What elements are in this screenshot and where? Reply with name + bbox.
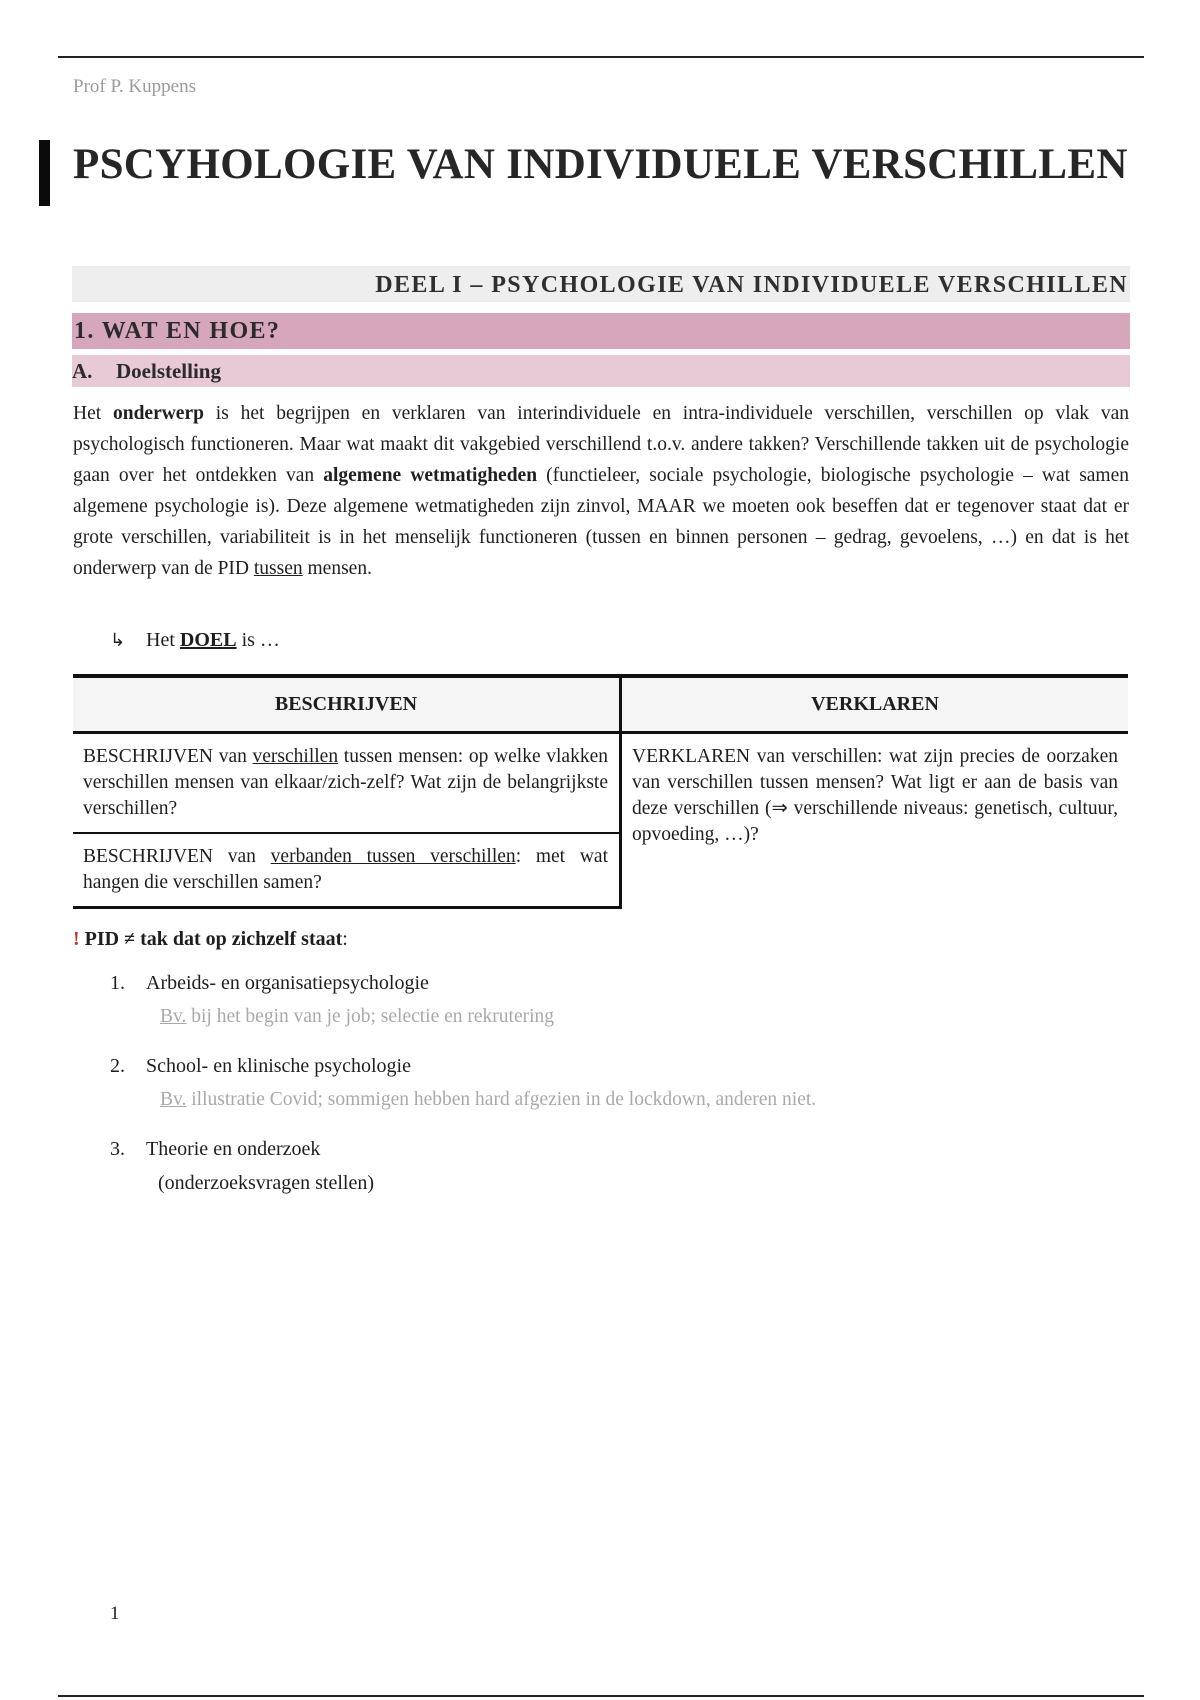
table-cell-beschrijven-1 (73, 733, 621, 834)
pid-note (73, 928, 348, 951)
text-run: : (342, 928, 348, 950)
text-run: (functieleer, sociale psychologie, biologische psychologie – wat samen algemene psychologie is). Deze algemene wetmatigheden zijn zinvol, MAAR we moeten ook beseffen dat er tegenover staat dat er grote verschillen, variabiliteit is in het menselijk functioneren (tussen en binnen personen – gedrag, gevoelens, …) en dat is het onderwerp van de PID (73, 465, 1130, 579)
underlined-verschillen: verschillen (252, 746, 339, 767)
table-cell-verklaren (621, 733, 1129, 908)
text-run: Het (73, 403, 113, 424)
bv-label: Bv. (160, 1089, 187, 1110)
table-cell-beschrijven-2 (73, 833, 621, 908)
text-run: Het (146, 629, 180, 651)
bold-onderwerp: onderwerp (112, 403, 204, 424)
text-run: bij het begin van je job; selectie en rekrutering (186, 1006, 555, 1027)
table-header-beschrijven: BESCHRIJVEN (73, 676, 621, 733)
table-header-verklaren: VERKLAREN (621, 676, 1129, 733)
text-run: BESCHRIJVEN van (83, 746, 253, 767)
doel-line (110, 629, 280, 652)
subsection-label: Doelstelling (116, 359, 221, 383)
list-sub-text: (onderzoeksvragen stellen) (158, 1172, 375, 1194)
list-number: 1. (110, 972, 125, 994)
underlined-verbanden: verbanden tussen verschillen (270, 846, 516, 867)
text-run: VERKLAREN van verschillen: wat zijn precies de oorzaken van verschillen tussen mensen? Wat ligt er aan de basis van deze verschillen (⇒ verschillende niveaus: genetisch, cultuur, opvoeding, …)? (632, 746, 1118, 845)
list-label: School- en klinische psychologie (146, 1055, 411, 1077)
bold-wetmatigheden: algemene wetmatigheden (323, 465, 538, 486)
list-number: 3. (110, 1138, 125, 1160)
text-run: illustratie Covid; sommigen hebben hard afgezien in de lockdown, anderen niet. (186, 1089, 817, 1110)
bottom-rule (58, 1695, 1144, 1697)
section-heading: 1. WAT EN HOE? (72, 313, 1130, 349)
page-number: 1 (110, 1603, 120, 1624)
list-number: 2. (110, 1055, 125, 1077)
text-run: is … (236, 629, 280, 651)
subsection-heading (72, 355, 1130, 387)
return-arrow-icon: ↳ (110, 630, 126, 651)
list-label: Theorie en onderzoek (146, 1138, 321, 1160)
subsection-number: A. (72, 359, 93, 383)
text-run: tussen mensen: op welke vlakken verschillen mensen van elkaar/zich-zelf? Wat zijn de belangrijkste verschillen? (83, 746, 608, 819)
top-rule (58, 56, 1144, 58)
exclamation-icon: ! (73, 928, 80, 950)
text-run: mensen. (302, 558, 372, 579)
intro-paragraph (73, 398, 1129, 584)
text-run: : met wat hangen die verschillen samen? (83, 846, 608, 893)
goals-table (73, 674, 1128, 909)
list-example (160, 1089, 816, 1111)
text-run: BESCHRIJVEN van (83, 846, 271, 867)
text-run: PID ≠ tak dat op zichzelf staat (79, 928, 343, 950)
list-label: Arbeids- en organisatiepsychologie (146, 972, 429, 994)
title-accent-bar (39, 140, 50, 206)
text-run: is het begrijpen en verklaren van interindividuele en intra-individuele verschillen, verschillen op vlak van psychologisch functioneren. Maar wat maakt dit vakgebied verschillend t.o.v. andere takken? Verschillende takken uit de psychologie gaan over het ontdekken van (73, 403, 1129, 486)
header-author: Prof P. Kuppens (73, 76, 196, 97)
page-title: PSCYHOLOGIE VAN INDIVIDUELE VERSCHILLEN (73, 141, 1128, 188)
part-heading: DEEL I – PSYCHOLOGIE VAN INDIVIDUELE VERSCHILLEN (72, 266, 1130, 302)
bv-label: Bv. (160, 1006, 187, 1027)
doel-word: DOEL (179, 629, 237, 651)
underlined-tussen: tussen (253, 558, 303, 579)
list-example (160, 1006, 554, 1028)
